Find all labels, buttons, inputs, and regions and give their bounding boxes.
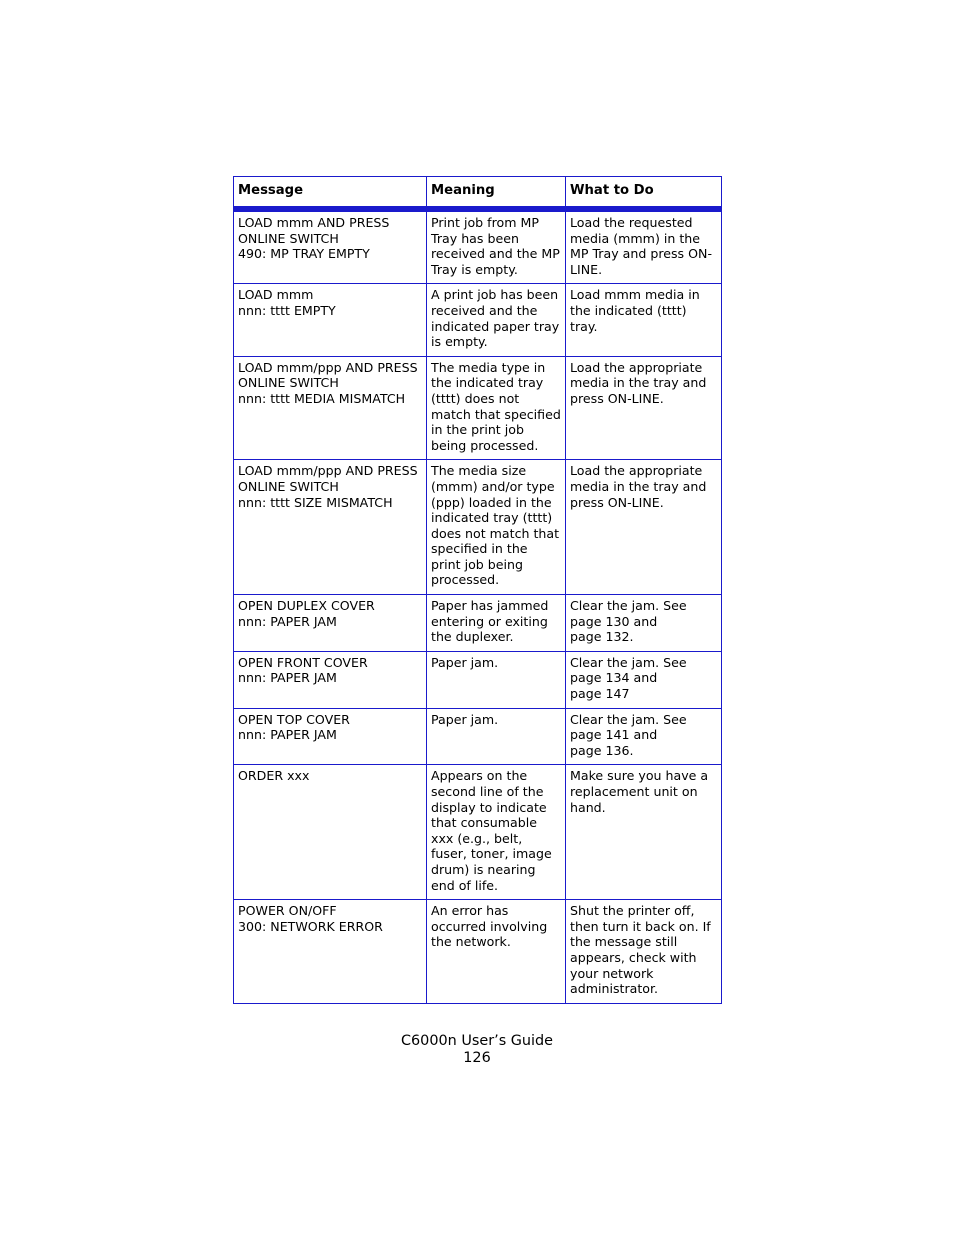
meaning-cell: The media type in the indicated tray (tttt) does not match that specified in the print job being processed. — [427, 356, 566, 460]
page-footer — [0, 1033, 954, 1067]
table-row — [234, 708, 722, 765]
column-header-message: Message — [234, 177, 427, 210]
action-cell: Load the appropriate media in the tray and press ON-LINE. — [566, 356, 722, 460]
meaning-cell: An error has occurred involving the network. — [427, 900, 566, 1004]
action-cell: Load the appropriate media in the tray and press ON-LINE. — [566, 460, 722, 595]
meaning-cell: A print job has been received and the indicated paper tray is empty. — [427, 284, 566, 356]
message-cell: LOAD mmm/ppp AND PRESS ONLINE SWITCH nnn: tttt MEDIA MISMATCH — [234, 356, 427, 460]
message-cell: POWER ON/OFF 300: NETWORK ERROR — [234, 900, 427, 1004]
column-header-what-to-do: What to Do — [566, 177, 722, 210]
table-header-row — [234, 177, 722, 210]
page-number: 126 — [463, 1050, 491, 1066]
table-row — [234, 900, 722, 1004]
action-cell: Load mmm media in the indicated (tttt) tray. — [566, 284, 722, 356]
action-cell: Clear the jam. See page 141 and page 136. — [566, 708, 722, 765]
meaning-cell: Paper jam. — [427, 651, 566, 708]
action-cell: Clear the jam. See page 134 and page 147 — [566, 651, 722, 708]
table-row — [234, 356, 722, 460]
message-cell: OPEN DUPLEX COVER nnn: PAPER JAM — [234, 595, 427, 652]
action-cell: Make sure you have a replacement unit on hand. — [566, 765, 722, 900]
message-table — [233, 176, 722, 1004]
meaning-cell: Print job from MP Tray has been received and the MP Tray is empty. — [427, 209, 566, 284]
meaning-cell: Paper jam. — [427, 708, 566, 765]
footer-title: C6000n User’s Guide — [400, 1033, 554, 1049]
table-row — [234, 284, 722, 356]
message-cell: LOAD mmm AND PRESS ONLINE SWITCH 490: MP TRAY EMPTY — [234, 209, 427, 284]
table-row — [234, 460, 722, 595]
meaning-cell: The media size (mmm) and/or type (ppp) loaded in the indicated tray (tttt) does not match that specified in the print job being processed. — [427, 460, 566, 595]
message-cell: OPEN TOP COVER nnn: PAPER JAM — [234, 708, 427, 765]
table-row — [234, 765, 722, 900]
message-cell: LOAD mmm/ppp AND PRESS ONLINE SWITCH nnn: tttt SIZE MISMATCH — [234, 460, 427, 595]
action-cell: Clear the jam. See page 130 and page 132. — [566, 595, 722, 652]
meaning-cell: Paper has jammed entering or exiting the duplexer. — [427, 595, 566, 652]
action-cell: Load the requested media (mmm) in the MP Tray and press ON-LINE. — [566, 209, 722, 284]
message-cell: LOAD mmm nnn: tttt EMPTY — [234, 284, 427, 356]
column-header-meaning: Meaning — [427, 177, 566, 210]
action-cell: Shut the printer off, then turn it back on. If the message still appears, check with your network administrator. — [566, 900, 722, 1004]
table-row — [234, 651, 722, 708]
message-cell: ORDER xxx — [234, 765, 427, 900]
message-cell: OPEN FRONT COVER nnn: PAPER JAM — [234, 651, 427, 708]
meaning-cell: Appears on the second line of the display to indicate that consumable xxx (e.g., belt, fuser, toner, image drum) is nearing end of life. — [427, 765, 566, 900]
table-row — [234, 209, 722, 284]
table-row — [234, 595, 722, 652]
